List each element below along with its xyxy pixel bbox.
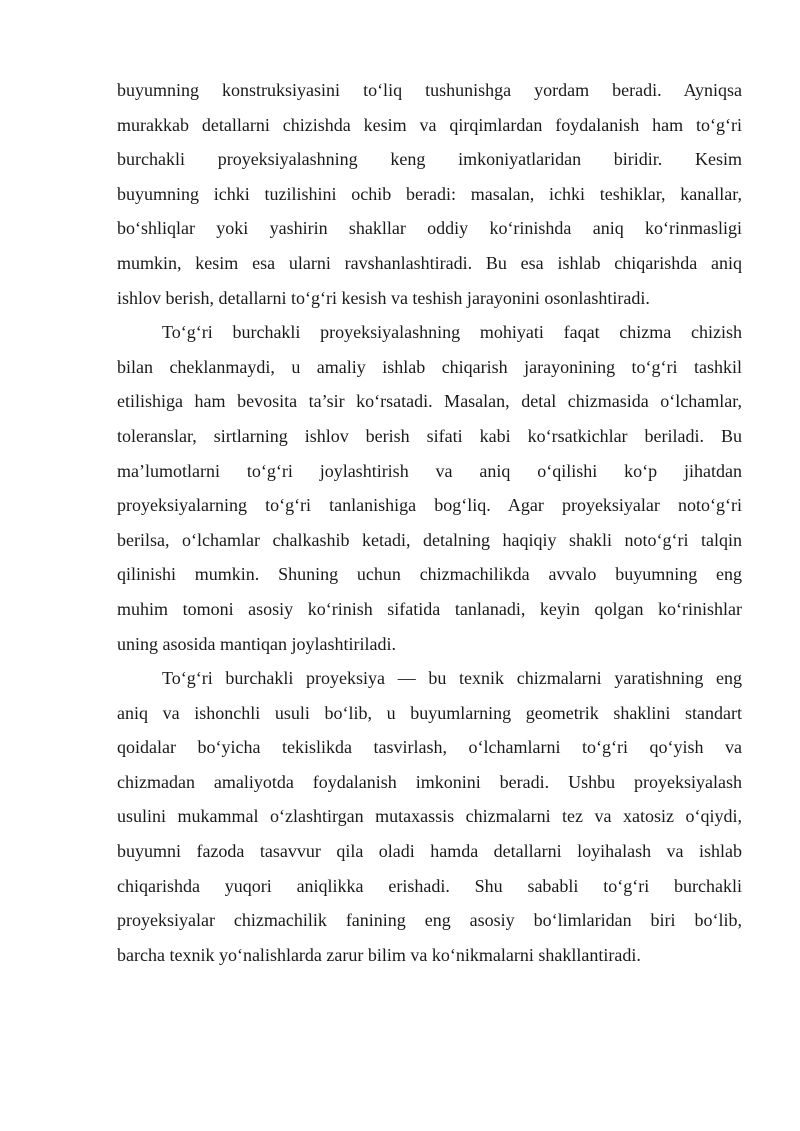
paragraph-1 (117, 73, 742, 315)
text-line: bo‘shliqlar yoki yashirin shakllar oddiy ko‘rinishda aniq ko‘rinmasligi (117, 218, 742, 239)
text-line: barcha texnik yo‘nalishlarda zarur bilim va ko‘nikmalarni shakllantiradi. (117, 944, 641, 965)
text-line: bilan cheklanmaydi, u amaliy ishlab chiqarish jarayonining to‘g‘ri tashkil (117, 356, 742, 377)
text-line: uning asosida mantiqan joylashtiriladi. (117, 633, 396, 654)
text-line: buyumni fazoda tasavvur qila oladi hamda detallarni loyihalash va ishlab (117, 841, 742, 862)
text-line: To‘g‘ri burchakli proyeksiya — bu texnik chizmalarni yaratishning eng (162, 668, 742, 689)
text-line: usulini mukammal o‘zlashtirgan mutaxassis chizmalarni tez va xatosiz o‘qiydi, (117, 806, 742, 827)
text-line: murakkab detallarni chizishda kesim va qirqimlardan foydalanish ham to‘g‘ri (117, 114, 742, 135)
body-text (117, 73, 742, 972)
text-line: etilishiga ham bevosita ta’sir ko‘rsatadi. Masalan, detal chizmasida o‘lchamlar, (117, 391, 742, 412)
text-line: buyumning konstruksiyasini to‘liq tushunishga yordam beradi. Ayniqsa (117, 80, 742, 100)
text-line: proyeksiyalar chizmachilik fanining eng asosiy bo‘limlaridan biri bo‘lib, (117, 910, 742, 931)
text-line: ma’lumotlarni to‘g‘ri joylashtirish va aniq o‘qilishi ko‘p jihatdan (117, 460, 742, 481)
text-line: buyumning ichki tuzilishini ochib beradi: masalan, ichki teshiklar, kanallar, (117, 183, 742, 204)
text-line: To‘g‘ri burchakli proyeksiyalashning mohiyati faqat chizma chizish (162, 322, 742, 343)
paragraph-2 (117, 315, 742, 661)
text-line: proyeksiyalarning to‘g‘ri tanlanishiga bog‘liq. Agar proyeksiyalar noto‘g‘ri (117, 495, 742, 516)
paragraph-3 (117, 661, 742, 972)
text-line: muhim tomoni asosiy ko‘rinish sifatida tanlanadi, keyin qolgan ko‘rinishlar (117, 598, 742, 619)
text-line: chiqarishda yuqori aniqlikka erishadi. Shu sababli to‘g‘ri burchakli (117, 875, 742, 896)
text-line: mumkin, kesim esa ularni ravshanlashtiradi. Bu esa ishlab chiqarishda aniq (117, 252, 742, 273)
text-line: qilinishi mumkin. Shuning uchun chizmachilikda avvalo buyumning eng (117, 564, 742, 585)
text-line: aniq va ishonchli usuli bo‘lib, u buyumlarning geometrik shaklini standart (117, 702, 742, 723)
text-line: toleranslar, sirtlarning ishlov berish sifati kabi ko‘rsatkichlar beriladi. Bu (117, 425, 742, 446)
text-line: ishlov berish, detallarni to‘g‘ri kesish va teshish jarayonini osonlashtiradi. (117, 287, 650, 308)
text-line: burchakli proyeksiyalashning keng imkoniyatlaridan biridir. Kesim (117, 149, 742, 170)
text-line: chizmadan amaliyotda foydalanish imkonini beradi. Ushbu proyeksiyalash (117, 771, 742, 792)
text-line: berilsa, o‘lchamlar chalkashib ketadi, detalning haqiqiy shakli noto‘g‘ri talqin (117, 529, 742, 550)
text-line: qoidalar bo‘yicha tekislikda tasvirlash, o‘lchamlarni to‘g‘ri qo‘yish va (117, 737, 742, 758)
